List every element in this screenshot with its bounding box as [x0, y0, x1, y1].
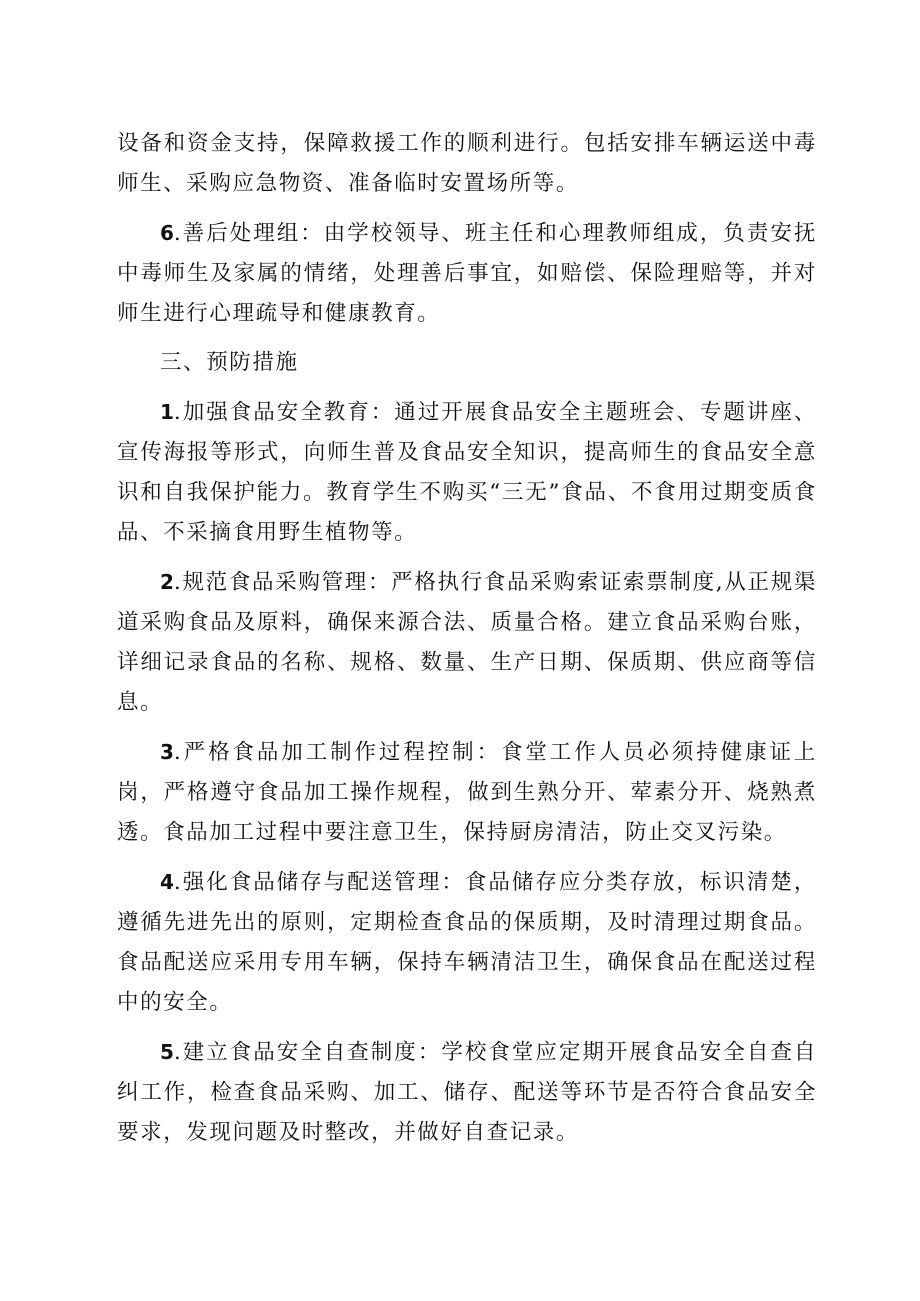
paragraph-aftercare-group [117, 213, 817, 334]
paragraph-continuation [117, 124, 817, 204]
measure-text: .建立食品安全自查制度：学校食堂应定期开展食品安全自查自纠工作，检查食品采购、加工、储存、配送等环节是否符合食品安全要求，发现问题及时整改，并做好自查记录。 [117, 1040, 817, 1145]
measure-text: .严格食品加工制作过程控制：食堂工作人员必须持健康证上岗，严格遵守食品加工操作规程，做到生熟分开、荤素分开、烧熟煮透。食品加工过程中要注意卫生，保持厨房清洁，防止交叉污染。 [117, 740, 817, 845]
measure-number: 5 [160, 1040, 174, 1064]
paragraph-text: .善后处理组：由学校领导、班主任和心理教师组成，负责安抚中毒师生及家属的情绪，处理善后事宜，如赔偿、保险理赔等，并对师生进行心理疏导和健康教育。 [117, 221, 817, 326]
measure-number: 3 [160, 740, 174, 764]
document-body [117, 124, 817, 1162]
measure-text: .强化食品储存与配送管理：食品储存应分类存放，标识清楚，遵循先进先出的原则，定期检查食品的保质期，及时清理过期食品。食品配送应采用专用车辆，保持车辆清洁卫生，确保食品在配送过程中的安全。 [117, 870, 817, 1015]
paragraph-number: 6 [160, 221, 174, 245]
paragraph-text: 设备和资金支持，保障救援工作的顺利进行。包括安排车辆运送中毒师生、采购应急物资、准备临时安置场所等。 [117, 131, 817, 196]
measure-item-1 [117, 392, 817, 553]
measure-number: 4 [160, 870, 174, 894]
measure-item-3 [117, 732, 817, 853]
measure-number: 2 [160, 570, 174, 594]
measure-text: .规范食品采购管理：严格执行食品采购索证索票制度,从正规渠道采购食品及原料，确保来源合法、质量合格。建立食品采购台账，详细记录食品的名称、规格、数量、生产日期、保质期、供应商等信息。 [117, 570, 817, 715]
measure-number: 1 [160, 400, 174, 424]
measure-item-4 [117, 862, 817, 1023]
section-heading: 三、预防措施 [160, 350, 299, 375]
measure-item-5 [117, 1032, 817, 1153]
measure-text: .加强食品安全教育：通过开展食品安全主题班会、专题讲座、宣传海报等形式，向师生普及食品安全知识，提高师生的食品安全意识和自我保护能力。教育学生不购买“三无”食品、不食用过期变质食品、不采摘食用野生植物等。 [117, 400, 817, 545]
measure-item-2 [117, 562, 817, 723]
